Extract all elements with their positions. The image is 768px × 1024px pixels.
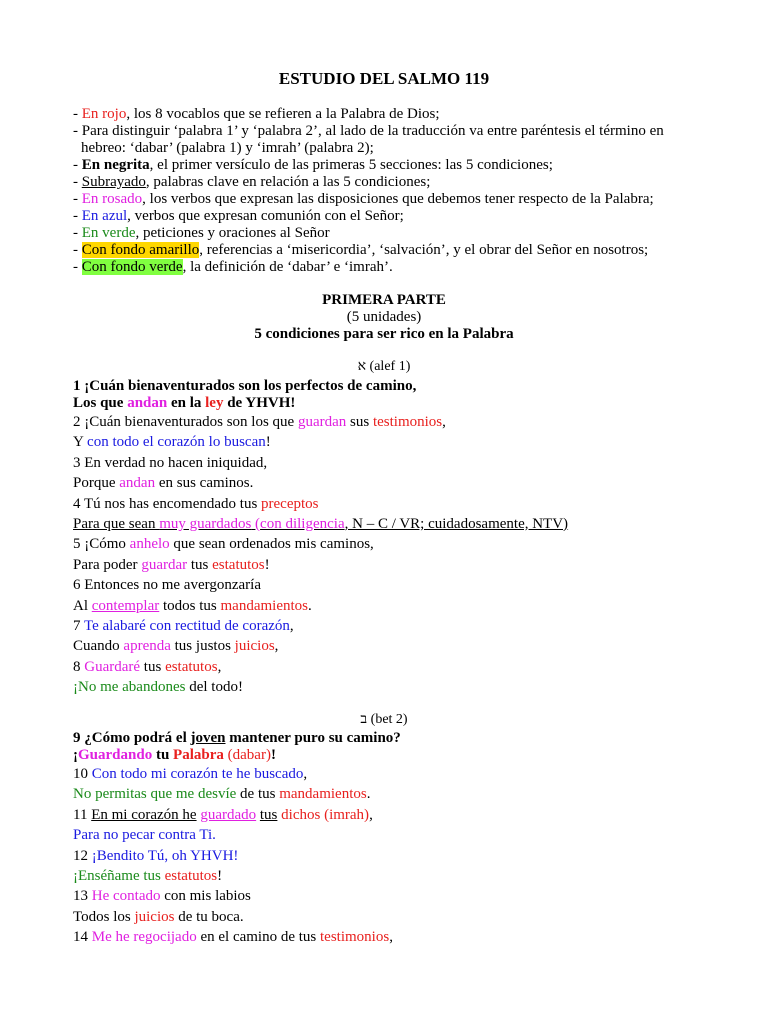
verse-text: , <box>289 617 294 634</box>
verse-line: 3 En verdad no hacen iniquidad, <box>73 454 268 471</box>
part-subtitle: 5 condiciones para ser rico en la Palabra <box>254 326 514 342</box>
legend-underline-sample: Subrayado <box>81 174 146 190</box>
verse-text: 11 <box>73 806 92 823</box>
verse-text: . <box>366 786 371 803</box>
verse-text: Todos los <box>73 908 135 925</box>
legend-text: - <box>73 225 82 241</box>
verse-line <box>73 747 733 764</box>
verse-text: de YHVH! <box>223 395 296 411</box>
legend-green-sample: En verde <box>81 225 136 241</box>
verse-text: aprenda <box>123 638 171 655</box>
legend-line <box>73 191 713 208</box>
verse-line <box>73 764 733 784</box>
verse-line <box>73 596 733 616</box>
verse-text: (dabar) <box>223 747 271 763</box>
legend-text: , verbos que expresan comunión con el Señor; <box>127 208 404 224</box>
verse-text: andan <box>119 475 156 492</box>
legend-text: , peticiones y oraciones al Señor <box>135 225 330 241</box>
legend-line <box>73 106 713 123</box>
verse-text: ! <box>264 556 270 573</box>
verse-text: ! <box>270 747 276 763</box>
verse-text: He contado <box>91 888 161 905</box>
verse-line <box>73 846 733 866</box>
verse-line <box>73 805 733 825</box>
verse-text: Para que sean <box>73 515 160 532</box>
verse-text: con todo el corazón lo buscan <box>87 434 266 451</box>
verse-text: ! <box>265 434 271 451</box>
verse-text: estatutos <box>164 867 218 884</box>
verse-text: ley <box>205 395 224 411</box>
verse-text: En mi corazón he <box>91 806 197 823</box>
verse-text: juicios <box>234 638 275 655</box>
verse-text: preceptos <box>261 495 319 512</box>
verse-line <box>73 677 733 697</box>
legend-line <box>73 157 713 174</box>
verse-line <box>73 412 733 432</box>
verse-text: Te alabaré con rectitud de corazón <box>83 617 290 634</box>
verse-text: 8 <box>73 658 85 675</box>
verse-text: guardar <box>141 556 188 573</box>
verse-text: , <box>303 766 308 782</box>
verse-text: Guardando <box>78 747 153 763</box>
legend-green-highlight-sample: Con fondo verde <box>81 259 183 275</box>
verse-text: con mis labios <box>160 888 251 905</box>
verse-text: No permitas que me desvíe <box>73 786 237 803</box>
document-title: ESTUDIO DEL SALMO 119 <box>278 69 490 88</box>
verse-text: todos tus <box>159 597 221 614</box>
verse-text: testimonios <box>372 414 443 430</box>
legend-line <box>73 259 713 276</box>
verse-text: sus <box>346 414 373 430</box>
part-header <box>0 292 768 343</box>
verse-line <box>73 534 733 554</box>
legend-pink-sample: En rosado <box>81 191 143 207</box>
verse-text: tus <box>140 658 166 675</box>
part-units: (5 unidades) <box>346 309 422 325</box>
verse-text: juicios <box>134 908 175 925</box>
verse-line <box>73 555 733 575</box>
verse-line <box>73 866 733 886</box>
verse-line <box>73 657 733 677</box>
legend-line <box>73 174 713 191</box>
legend-text: , palabras clave en relación a las 5 condiciones; <box>145 174 431 190</box>
verse-text: , <box>274 638 279 655</box>
legend-line <box>73 225 713 242</box>
verse-text: ! <box>217 867 223 884</box>
verse-text: Palabra <box>173 747 224 763</box>
verse-line <box>73 886 733 906</box>
verse-text: 2 ¡Cuán bienaventurados son los que <box>73 414 298 430</box>
verse-text: mandamientos <box>279 786 367 803</box>
verse-text: testimonios <box>320 929 390 946</box>
verse-text: andan <box>127 395 168 411</box>
verse-text: Con todo mi corazón te he buscado <box>91 766 304 782</box>
legend-text: - <box>73 106 82 122</box>
verse-text: ( <box>255 515 261 532</box>
verse-text: contemplar <box>91 597 160 614</box>
verse-line <box>73 907 733 927</box>
verse-line <box>73 494 733 514</box>
part-heading: PRIMERA PARTE <box>322 292 446 308</box>
verse-text: , N – C / VR; cuidadosamente, NTV) <box>344 515 569 532</box>
verse-line <box>73 784 733 804</box>
verse-text: , <box>389 929 393 946</box>
legend-text: - <box>73 259 82 275</box>
verse-text: ¡Bendito Tú, oh YHVH! <box>91 847 239 864</box>
verse-text: dichos <box>281 806 321 823</box>
verse-text: , <box>369 806 373 823</box>
legend-text: - <box>73 191 82 207</box>
legend-bold-sample: En negrita <box>81 157 150 173</box>
verse-text: muy guardados <box>159 515 252 532</box>
verse-line <box>73 473 733 493</box>
verse-line <box>73 927 733 947</box>
legend-text: , la definición de ‘dabar’ e ‘imrah’. <box>182 259 393 275</box>
verse-text: mantener puro su camino? <box>225 730 401 746</box>
verse-text: guardan <box>297 414 347 430</box>
legend-text: - <box>73 157 82 173</box>
verse-text: Porque <box>73 475 120 492</box>
verse-text: estatutos <box>165 658 218 675</box>
verse-line: 1 ¡Cuán bienaventurados son los perfectos de camino, <box>73 378 417 394</box>
legend-text: - <box>73 208 82 224</box>
verse-text: tus <box>259 806 278 823</box>
legend-text: - <box>73 242 82 258</box>
legend-yellow-highlight-sample: Con fondo amarillo <box>81 242 200 258</box>
verses-bet <box>73 730 733 948</box>
verse-text: en la <box>167 395 206 411</box>
verse-line <box>73 395 733 412</box>
verse-text: . <box>307 597 312 614</box>
verse-text: estatutos <box>212 556 265 573</box>
verse-text: guardado <box>200 806 257 823</box>
verse-text: Y <box>73 434 88 451</box>
verse-text: Al <box>73 597 92 614</box>
verse-text: ¡ <box>73 747 78 763</box>
verse-text: 4 Tú nos has encomendado tus <box>73 495 262 512</box>
verse-text: de tus <box>236 786 280 803</box>
verse-text: Me he regocijado <box>91 929 197 946</box>
verse-text: joven <box>190 730 226 746</box>
section-label-bet: ב (bet 2) <box>360 712 408 727</box>
verse-text: Para poder <box>73 556 142 573</box>
verse-text: 10 <box>73 766 92 782</box>
verse-text: ¡No me abandones <box>73 679 186 696</box>
verse-text: tus justos <box>170 638 235 655</box>
legend-text: , referencias a ‘misericordia’, ‘salvación’, y el obrar del Señor en nosotros; <box>199 242 649 258</box>
verse-text: tus <box>187 556 213 573</box>
verse-text: en el camino de tus <box>196 929 321 946</box>
verse-line: 6 Entonces no me avergonzaría <box>73 577 261 594</box>
verse-text: , <box>217 658 222 675</box>
verse-text: en sus caminos. <box>155 475 254 492</box>
verse-text: mandamientos <box>220 597 308 614</box>
verse-text: 7 <box>73 617 84 634</box>
verse-text: (imrah) <box>320 806 370 823</box>
verse-text: tu <box>152 747 174 763</box>
verse-text: con diligencia <box>260 515 345 532</box>
legend-text: , los 8 vocablos que se refieren a la Palabra de Dios; <box>126 106 440 122</box>
legend-text: , el primer versículo de las primeras 5 secciones: las 5 condiciones; <box>149 157 553 173</box>
verse-line <box>73 514 733 534</box>
verse-text: 13 <box>73 888 92 905</box>
verse-text: 5 ¡Cómo <box>73 536 130 553</box>
verses-alef <box>73 378 733 697</box>
legend-line: - Para distinguir ‘palabra 1’ y ‘palabra 2’, al lado de la traducción va entre paréntesis el término en <box>73 123 664 139</box>
verse-text: Los que <box>73 395 128 411</box>
verse-text: ¡Enséñame tus <box>73 867 165 884</box>
verse-line <box>73 432 733 452</box>
verse-line <box>73 730 733 747</box>
verse-text: 12 <box>73 847 92 864</box>
verse-text: que sean ordenados mis caminos, <box>169 536 374 553</box>
legend-text: , los verbos que expresan las disposiciones que debemos tener respecto de la Palabra; <box>142 191 654 207</box>
legend-blue-sample: En azul <box>81 208 128 224</box>
verse-text: Guardaré <box>84 658 141 675</box>
verse-text: 14 <box>73 929 92 946</box>
legend <box>73 106 713 276</box>
verse-text: del todo! <box>185 679 243 696</box>
verse-text: de tu boca. <box>174 908 244 925</box>
verse-text: 9 ¿Cómo podrá el <box>73 730 191 746</box>
section-label-alef: א (alef 1) <box>357 359 411 374</box>
verse-line: Para no pecar contra Ti. <box>73 827 216 844</box>
verse-line <box>73 636 733 656</box>
verse-text: , <box>442 414 446 430</box>
legend-text: - <box>73 174 82 190</box>
legend-red-sample: En rojo <box>81 106 127 122</box>
legend-line: hebreo: ‘dabar’ (palabra 1) y ‘imrah’ (palabra 2); <box>81 140 374 156</box>
legend-line <box>73 242 713 259</box>
verse-line <box>73 616 733 636</box>
verse-text: Cuando <box>73 638 124 655</box>
legend-line <box>73 208 713 225</box>
verse-text: anhelo <box>129 536 170 553</box>
